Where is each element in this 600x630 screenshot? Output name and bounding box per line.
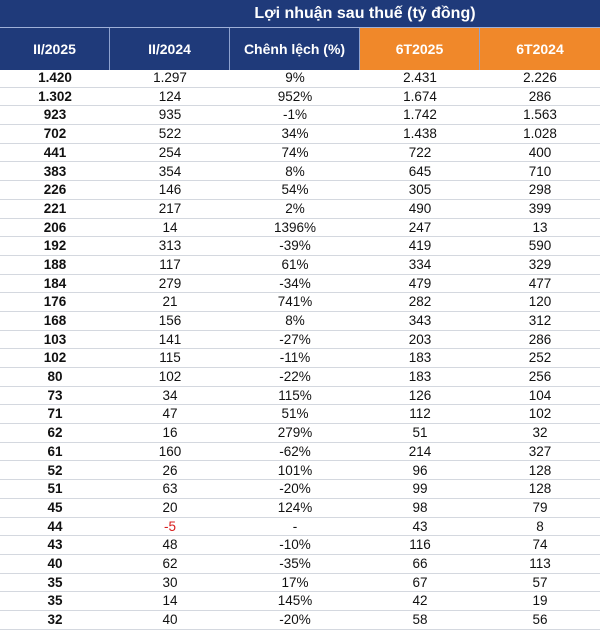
table-cell: 117	[159, 256, 181, 272]
table-cell: 1.438	[403, 126, 437, 142]
table-cell: 98	[412, 499, 428, 515]
table-cell: 286	[528, 331, 552, 347]
table-cell: 34	[162, 387, 178, 403]
table-cell: 113	[529, 555, 551, 571]
table-cell: 256	[528, 369, 552, 385]
column-header: Chênh lệch (%)	[230, 28, 360, 70]
table-cell: 112	[409, 406, 431, 422]
table-cell: 354	[158, 163, 182, 179]
table-cell: 1.563	[523, 107, 557, 123]
table-cell: 441	[43, 144, 67, 160]
table-title: Lợi nhuận sau thuế (tỷ đồng)	[0, 0, 600, 27]
table-cell: 710	[528, 163, 552, 179]
table-cell: 2%	[285, 200, 305, 216]
table-row	[0, 387, 600, 406]
table-cell: 8%	[285, 313, 305, 329]
table-cell: 62	[47, 425, 63, 441]
table-row	[0, 200, 600, 219]
table-cell: 146	[158, 182, 182, 198]
table-row	[0, 331, 600, 350]
table-cell: 61	[47, 443, 63, 459]
table-cell: 51	[412, 425, 428, 441]
table-cell: 8%	[285, 163, 305, 179]
table-cell: -39%	[279, 238, 311, 254]
table-cell: 48	[162, 537, 178, 553]
table-cell: 32	[47, 612, 63, 628]
table-row	[0, 611, 600, 630]
table-cell: 67	[412, 574, 428, 590]
table-cell: 21	[162, 294, 178, 310]
table-cell: 73	[47, 387, 63, 403]
table-row	[0, 499, 600, 518]
table-cell: 183	[408, 369, 432, 385]
table-cell: 128	[528, 481, 552, 497]
table-cell: 8	[536, 518, 544, 534]
table-cell: 156	[158, 313, 182, 329]
table-cell: 279	[158, 275, 182, 291]
table-row	[0, 88, 600, 107]
table-cell: -20%	[279, 481, 311, 497]
table-cell: 30	[162, 574, 178, 590]
table-cell: -35%	[279, 555, 311, 571]
table-cell: 102	[528, 406, 552, 422]
table-cell: 590	[528, 238, 552, 254]
table-cell: 217	[158, 200, 182, 216]
table-cell: 32	[532, 425, 548, 441]
table-cell: 1.674	[403, 88, 437, 104]
table-cell: 935	[158, 107, 182, 123]
table-row	[0, 461, 600, 480]
table-cell: -20%	[279, 612, 311, 628]
table-cell: 115	[159, 350, 181, 366]
table-cell: 286	[528, 88, 552, 104]
table-row	[0, 181, 600, 200]
table-cell: 188	[43, 256, 67, 272]
table-cell: -10%	[279, 537, 311, 553]
table-row	[0, 106, 600, 125]
table-row	[0, 125, 600, 144]
table-row	[0, 405, 600, 424]
table-row	[0, 368, 600, 387]
table-cell: 192	[43, 238, 67, 254]
table-cell: 14	[162, 593, 178, 609]
table-cell: 61%	[281, 256, 309, 272]
table-cell: 47	[162, 406, 178, 422]
table-cell: 923	[43, 107, 67, 123]
table-cell: 399	[528, 200, 552, 216]
table-cell: 305	[408, 182, 432, 198]
table-cell: 168	[43, 313, 67, 329]
table-cell: 103	[43, 331, 67, 347]
table-cell: 51%	[281, 406, 309, 422]
table-cell: 282	[408, 294, 432, 310]
table-row	[0, 555, 600, 574]
table-cell: 63	[162, 481, 178, 497]
table-cell: 116	[409, 537, 431, 553]
column-header: II/2025	[0, 28, 110, 70]
table-cell: 14	[162, 219, 178, 235]
table-cell: 74	[532, 537, 548, 553]
table-cell: 16	[162, 425, 178, 441]
table-cell: 35	[47, 593, 63, 609]
table-cell: 17%	[281, 574, 309, 590]
table-cell: 40	[162, 612, 178, 628]
table-cell: 96	[412, 462, 428, 478]
table-cell: 45	[47, 499, 63, 515]
table-cell: -34%	[279, 275, 311, 291]
table-cell: 44	[47, 518, 63, 534]
column-header: II/2024	[110, 28, 230, 70]
table-cell: 247	[408, 219, 432, 235]
table-cell: 1396%	[273, 219, 317, 235]
table-row	[0, 162, 600, 181]
table-cell: 160	[158, 443, 182, 459]
table-cell: 1.742	[403, 107, 437, 123]
table-cell: 400	[528, 144, 552, 160]
table-cell: 52	[47, 462, 63, 478]
table-cell: 383	[43, 163, 67, 179]
table-cell: 722	[408, 144, 432, 160]
table-cell: 1.420	[38, 70, 72, 86]
table-cell: 183	[408, 350, 432, 366]
table-cell: 51	[47, 481, 63, 497]
table-cell: 329	[528, 256, 552, 272]
table-cell: 252	[528, 350, 552, 366]
table-cell: 214	[408, 443, 432, 459]
table-cell: 343	[408, 313, 432, 329]
column-header: 6T2025	[360, 28, 480, 70]
table-row	[0, 443, 600, 462]
table-cell: 141	[158, 331, 182, 347]
profit-table-body	[0, 69, 600, 628]
table-cell: 54%	[281, 182, 309, 198]
table-cell: 80	[47, 369, 63, 385]
table-cell: 479	[408, 275, 432, 291]
table-cell: 20	[162, 499, 178, 515]
table-row	[0, 69, 600, 88]
table-cell: 71	[47, 406, 63, 422]
table-cell: 2.431	[403, 70, 437, 86]
table-cell: 313	[158, 238, 182, 254]
table-cell: 477	[528, 275, 552, 291]
table-cell: 34%	[281, 126, 309, 142]
table-cell: -22%	[279, 369, 311, 385]
table-row	[0, 574, 600, 593]
table-cell: 298	[528, 182, 552, 198]
table-cell: 1.297	[153, 70, 187, 86]
table-row	[0, 256, 600, 275]
table-cell: 35	[47, 574, 63, 590]
table-cell: 26	[162, 462, 178, 478]
table-cell: 56	[532, 612, 548, 628]
table-cell: -27%	[279, 331, 311, 347]
table-cell: 1.302	[38, 88, 72, 104]
table-cell: 279%	[277, 425, 313, 441]
table-cell: 952%	[277, 88, 313, 104]
table-cell: 128	[528, 462, 552, 478]
table-cell: -11%	[279, 350, 311, 366]
table-cell: 62	[162, 555, 178, 571]
table-cell: 334	[408, 256, 432, 272]
table-cell: -1%	[282, 107, 307, 123]
table-cell: 203	[408, 331, 432, 347]
table-cell: 124	[158, 88, 182, 104]
table-row	[0, 592, 600, 611]
table-cell: 254	[158, 144, 182, 160]
table-cell: 327	[528, 443, 552, 459]
table-cell: 66	[412, 555, 428, 571]
table-cell: 102	[158, 369, 182, 385]
table-cell: 126	[408, 387, 432, 403]
table-cell: 741%	[277, 294, 313, 310]
table-row	[0, 536, 600, 555]
table-row	[0, 237, 600, 256]
table-cell: 312	[528, 313, 552, 329]
table-row	[0, 275, 600, 294]
table-row	[0, 424, 600, 443]
table-cell: 490	[408, 200, 432, 216]
table-row	[0, 518, 600, 537]
table-cell: 104	[528, 387, 552, 403]
table-cell: 19	[532, 593, 548, 609]
table-cell: 124%	[277, 499, 313, 515]
table-cell: 226	[43, 182, 67, 198]
table-cell: 79	[532, 499, 548, 515]
table-cell: 2.226	[523, 70, 557, 86]
table-cell: 145%	[277, 593, 313, 609]
table-cell: 522	[158, 126, 182, 142]
table-cell: 43	[47, 537, 63, 553]
table-cell: 221	[43, 200, 67, 216]
table-cell: 43	[412, 518, 428, 534]
table-row	[0, 219, 600, 238]
table-cell: -5	[163, 518, 176, 534]
table-cell: 9%	[285, 70, 305, 86]
table-cell: 102	[43, 350, 67, 366]
table-cell: -	[292, 518, 298, 534]
table-cell: 74%	[281, 144, 309, 160]
table-cell: 58	[412, 612, 428, 628]
table-cell: 419	[408, 238, 432, 254]
table-cell: 120	[528, 294, 552, 310]
table-cell: 40	[47, 555, 63, 571]
table-row	[0, 480, 600, 499]
header-row	[0, 27, 600, 70]
table-cell: 115%	[278, 387, 312, 403]
table-cell: 101%	[277, 462, 313, 478]
table-cell: 176	[43, 294, 67, 310]
table-cell: 184	[43, 275, 67, 291]
table-cell: 206	[43, 219, 67, 235]
table-row	[0, 144, 600, 163]
table-cell: 13	[532, 219, 548, 235]
column-header: 6T2024	[480, 28, 600, 70]
table-cell: 645	[408, 163, 432, 179]
table-row	[0, 349, 600, 368]
table-cell: -62%	[279, 443, 311, 459]
table-cell: 702	[43, 126, 67, 142]
table-row	[0, 312, 600, 331]
table-cell: 42	[412, 593, 428, 609]
table-row	[0, 293, 600, 312]
table-cell: 99	[412, 481, 428, 497]
table-cell: 1.028	[523, 126, 557, 142]
table-cell: 57	[532, 574, 548, 590]
